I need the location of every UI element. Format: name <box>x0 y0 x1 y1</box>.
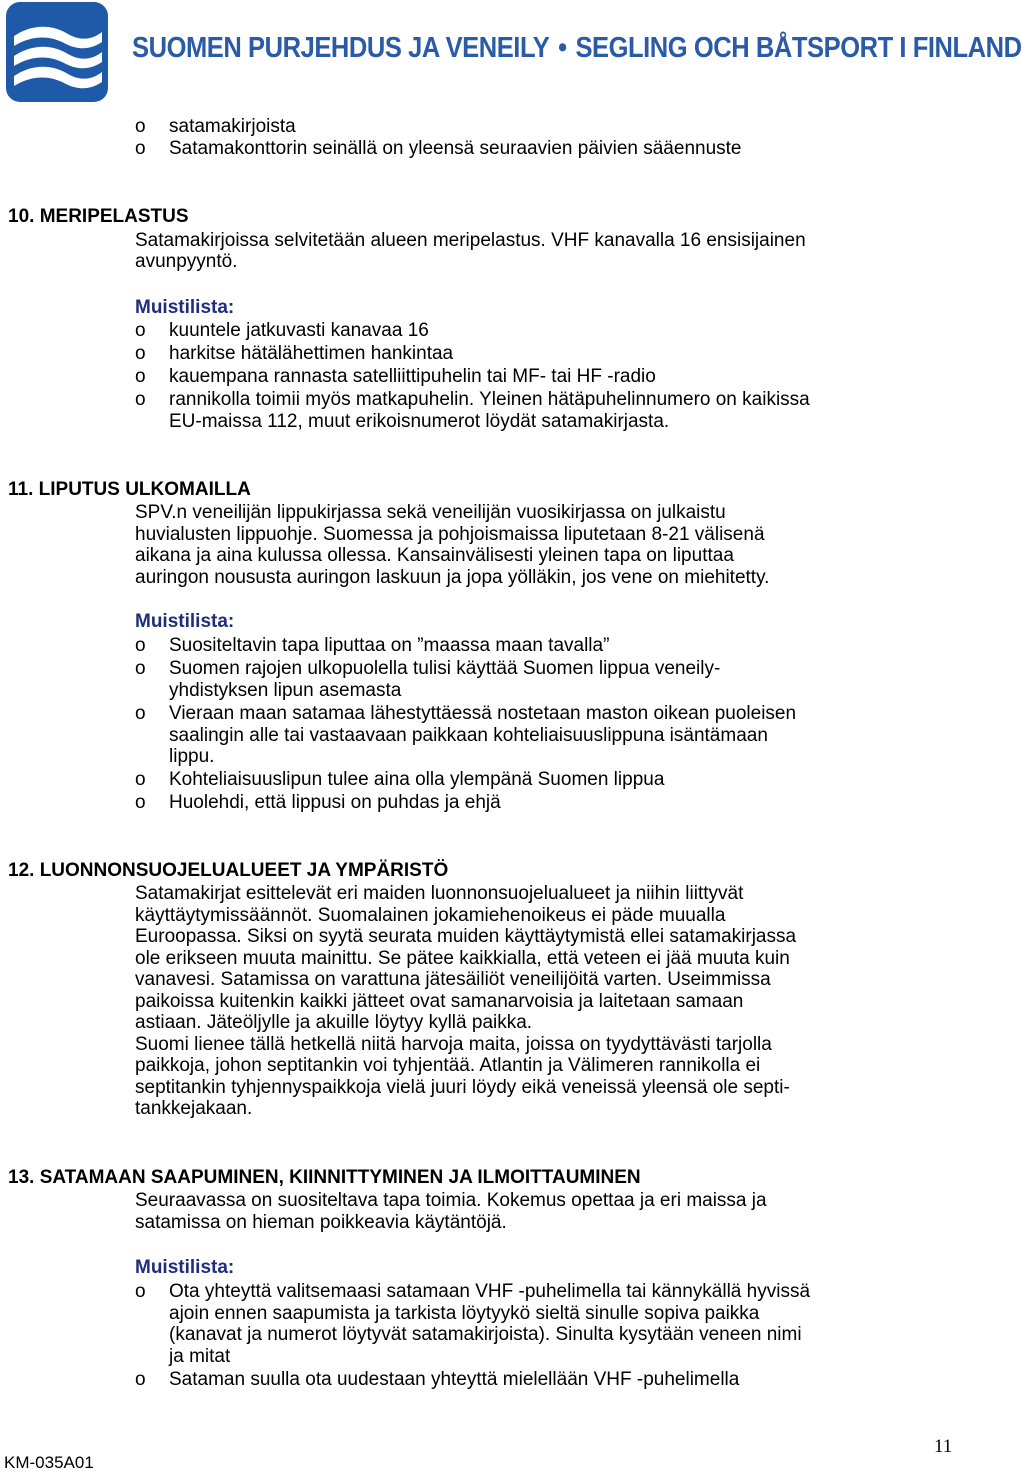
list-item-continuation: EU-maissa 112, muut erikoisnumerot löydät satamakirjasta. <box>169 411 670 432</box>
paragraph-line: Euroopassa. Siksi on syytä seurata muiden käyttäytymistä ellei satamakirjassa <box>135 926 797 947</box>
paragraph-line: satamissa on hieman poikkeavia käytäntöjä. <box>135 1212 507 1233</box>
list-item-continuation: ajoin ennen saapumista ja tarkista löytyykö sieltä sinulle sopiva paikka <box>169 1303 760 1324</box>
paragraph-line: Suomi lienee tällä hetkellä niitä harvoja maita, joissa on tyydyttävästi tarjolla <box>135 1034 772 1055</box>
bullet-marker: o <box>135 769 146 790</box>
list-item: Vieraan maan satamaa lähestyttäessä nostetaan maston oikean puoleisen <box>169 703 797 724</box>
document-code: KM-035A01 <box>4 1453 94 1472</box>
list-item: satamakirjoista <box>169 116 296 137</box>
brand-separator: • <box>558 32 567 64</box>
paragraph-line: avunpyyntö. <box>135 251 238 272</box>
list-item: Sataman suulla ota uudestaan yhteyttä mielellään VHF -puhelimella <box>169 1369 740 1390</box>
paragraph-line: Satamakirjat esittelevät eri maiden luonnonsuojelualueet ja niihin liittyvät <box>135 883 744 904</box>
bullet-marker: o <box>135 792 146 813</box>
paragraph-line: SPV.n veneilijän lippukirjassa sekä veneilijän vuosikirjassa on julkaistu <box>135 502 726 523</box>
bullet-marker: o <box>135 1281 146 1302</box>
brand-swedish: SEGLING OCH BÅTSPORT I FINLAND <box>575 32 1022 64</box>
section-heading: 10. MERIPELASTUS <box>8 206 189 227</box>
bullet-marker: o <box>135 1369 146 1390</box>
list-item-continuation: lippu. <box>169 746 215 767</box>
bullet-marker: o <box>135 703 146 724</box>
bullet-marker: o <box>135 116 146 137</box>
list-item-continuation: saalingin alle tai vastaavaan paikkaan kohteliaisuuslippuna isäntämaan <box>169 725 768 746</box>
paragraph-line: käyttäytymissäännöt. Suomalainen jokamiehenoikeus ei päde muualla <box>135 905 726 926</box>
paragraph-line: Satamakirjoissa selvitetään alueen meripelastus. VHF kanavalla 16 ensisijainen <box>135 230 806 251</box>
list-item: Ota yhteyttä valitsemaasi satamaan VHF -puhelimella tai kännykällä hyvissä <box>169 1281 811 1302</box>
paragraph-line: huvialusten lippuohje. Suomessa ja pohjoismaissa liputetaan 8-21 välisenä <box>135 524 765 545</box>
paragraph-line: aikana ja aina kulussa ollessa. Kansainvälisesti yleinen tapa on liputtaa <box>135 545 734 566</box>
paragraph-line: auringon noususta auringon laskuun ja jopa yölläkin, jos vene on miehitetty. <box>135 567 770 588</box>
list-item: rannikolla toimii myös matkapuhelin. Yleinen hätäpuhelinnumero on kaikissa <box>169 389 810 410</box>
brand-finnish: SUOMEN PURJEHDUS JA VENEILY <box>132 32 550 64</box>
waves-logo-icon <box>6 2 108 102</box>
checklist-label: Muistilista: <box>135 297 235 318</box>
paragraph-line: ole erikseen muuta mainittu. Se pätee kaikkialla, että veteen ei jää muuta kuin <box>135 948 790 969</box>
list-item: harkitse hätälähettimen hankintaa <box>169 343 454 364</box>
list-item: Huolehdi, että lippusi on puhdas ja ehjä <box>169 792 501 813</box>
paragraph-line: tankkejakaan. <box>135 1098 253 1119</box>
checklist-label: Muistilista: <box>135 1257 235 1278</box>
list-item-continuation: (kanavat ja numerot löytyvät satamakirjoista). Sinulta kysytään veneen nimi <box>169 1324 802 1345</box>
paragraph-line: Seuraavassa on suositeltava tapa toimia. Kokemus opettaa ja eri maissa ja <box>135 1190 767 1211</box>
paragraph-line: astiaan. Jäteöljylle ja akuille löytyy kyllä paikka. <box>135 1012 533 1033</box>
checklist-label: Muistilista: <box>135 611 235 632</box>
list-item: Satamakonttorin seinällä on yleensä seuraavien päivien sääennuste <box>169 138 742 159</box>
page-number: 11 <box>934 1436 953 1457</box>
list-item-continuation: yhdistyksen lipun asemasta <box>169 680 402 701</box>
list-item: kauempana rannasta satelliittipuhelin tai MF- tai HF -radio <box>169 366 656 387</box>
page-header <box>0 0 1022 104</box>
section-heading: 12. LUONNONSUOJELUALUEET JA YMPÄRISTÖ <box>8 860 449 881</box>
bullet-marker: o <box>135 635 146 656</box>
bullet-marker: o <box>135 366 146 387</box>
section-heading: 11. LIPUTUS ULKOMAILLA <box>8 479 251 500</box>
section-heading: 13. SATAMAAN SAAPUMINEN, KIINNITTYMINEN JA ILMOITTAUMINEN <box>8 1167 641 1188</box>
list-item: Suomen rajojen ulkopuolella tulisi käyttää Suomen lippua veneily- <box>169 658 721 679</box>
brand-name <box>132 32 1022 65</box>
list-item: kuuntele jatkuvasti kanavaa 16 <box>169 320 429 341</box>
bullet-marker: o <box>135 320 146 341</box>
list-item-continuation: ja mitat <box>169 1346 231 1367</box>
paragraph-line: septitankin tyhjennyspaikkoja vielä juuri löydy eikä veneissä yleensä ole septi- <box>135 1077 790 1098</box>
paragraph-line: vanavesi. Satamissa on varattuna jätesäiliöt veneilijöitä varten. Useimmissa <box>135 969 771 990</box>
paragraph-line: paikkoja, johon septitankin voi tyhjentää. Atlantin ja Välimeren rannikolla ei <box>135 1055 761 1076</box>
bullet-marker: o <box>135 138 146 159</box>
list-item: Suositeltavin tapa liputtaa on ”maassa maan tavalla” <box>169 635 610 656</box>
paragraph-line: paikoissa kuitenkin kaikki jätteet ovat samanarvoisia ja laitetaan samaan <box>135 991 744 1012</box>
bullet-marker: o <box>135 389 146 410</box>
bullet-marker: o <box>135 343 146 364</box>
list-item: Kohteliaisuuslipun tulee aina olla ylempänä Suomen lippua <box>169 769 665 790</box>
bullet-marker: o <box>135 658 146 679</box>
